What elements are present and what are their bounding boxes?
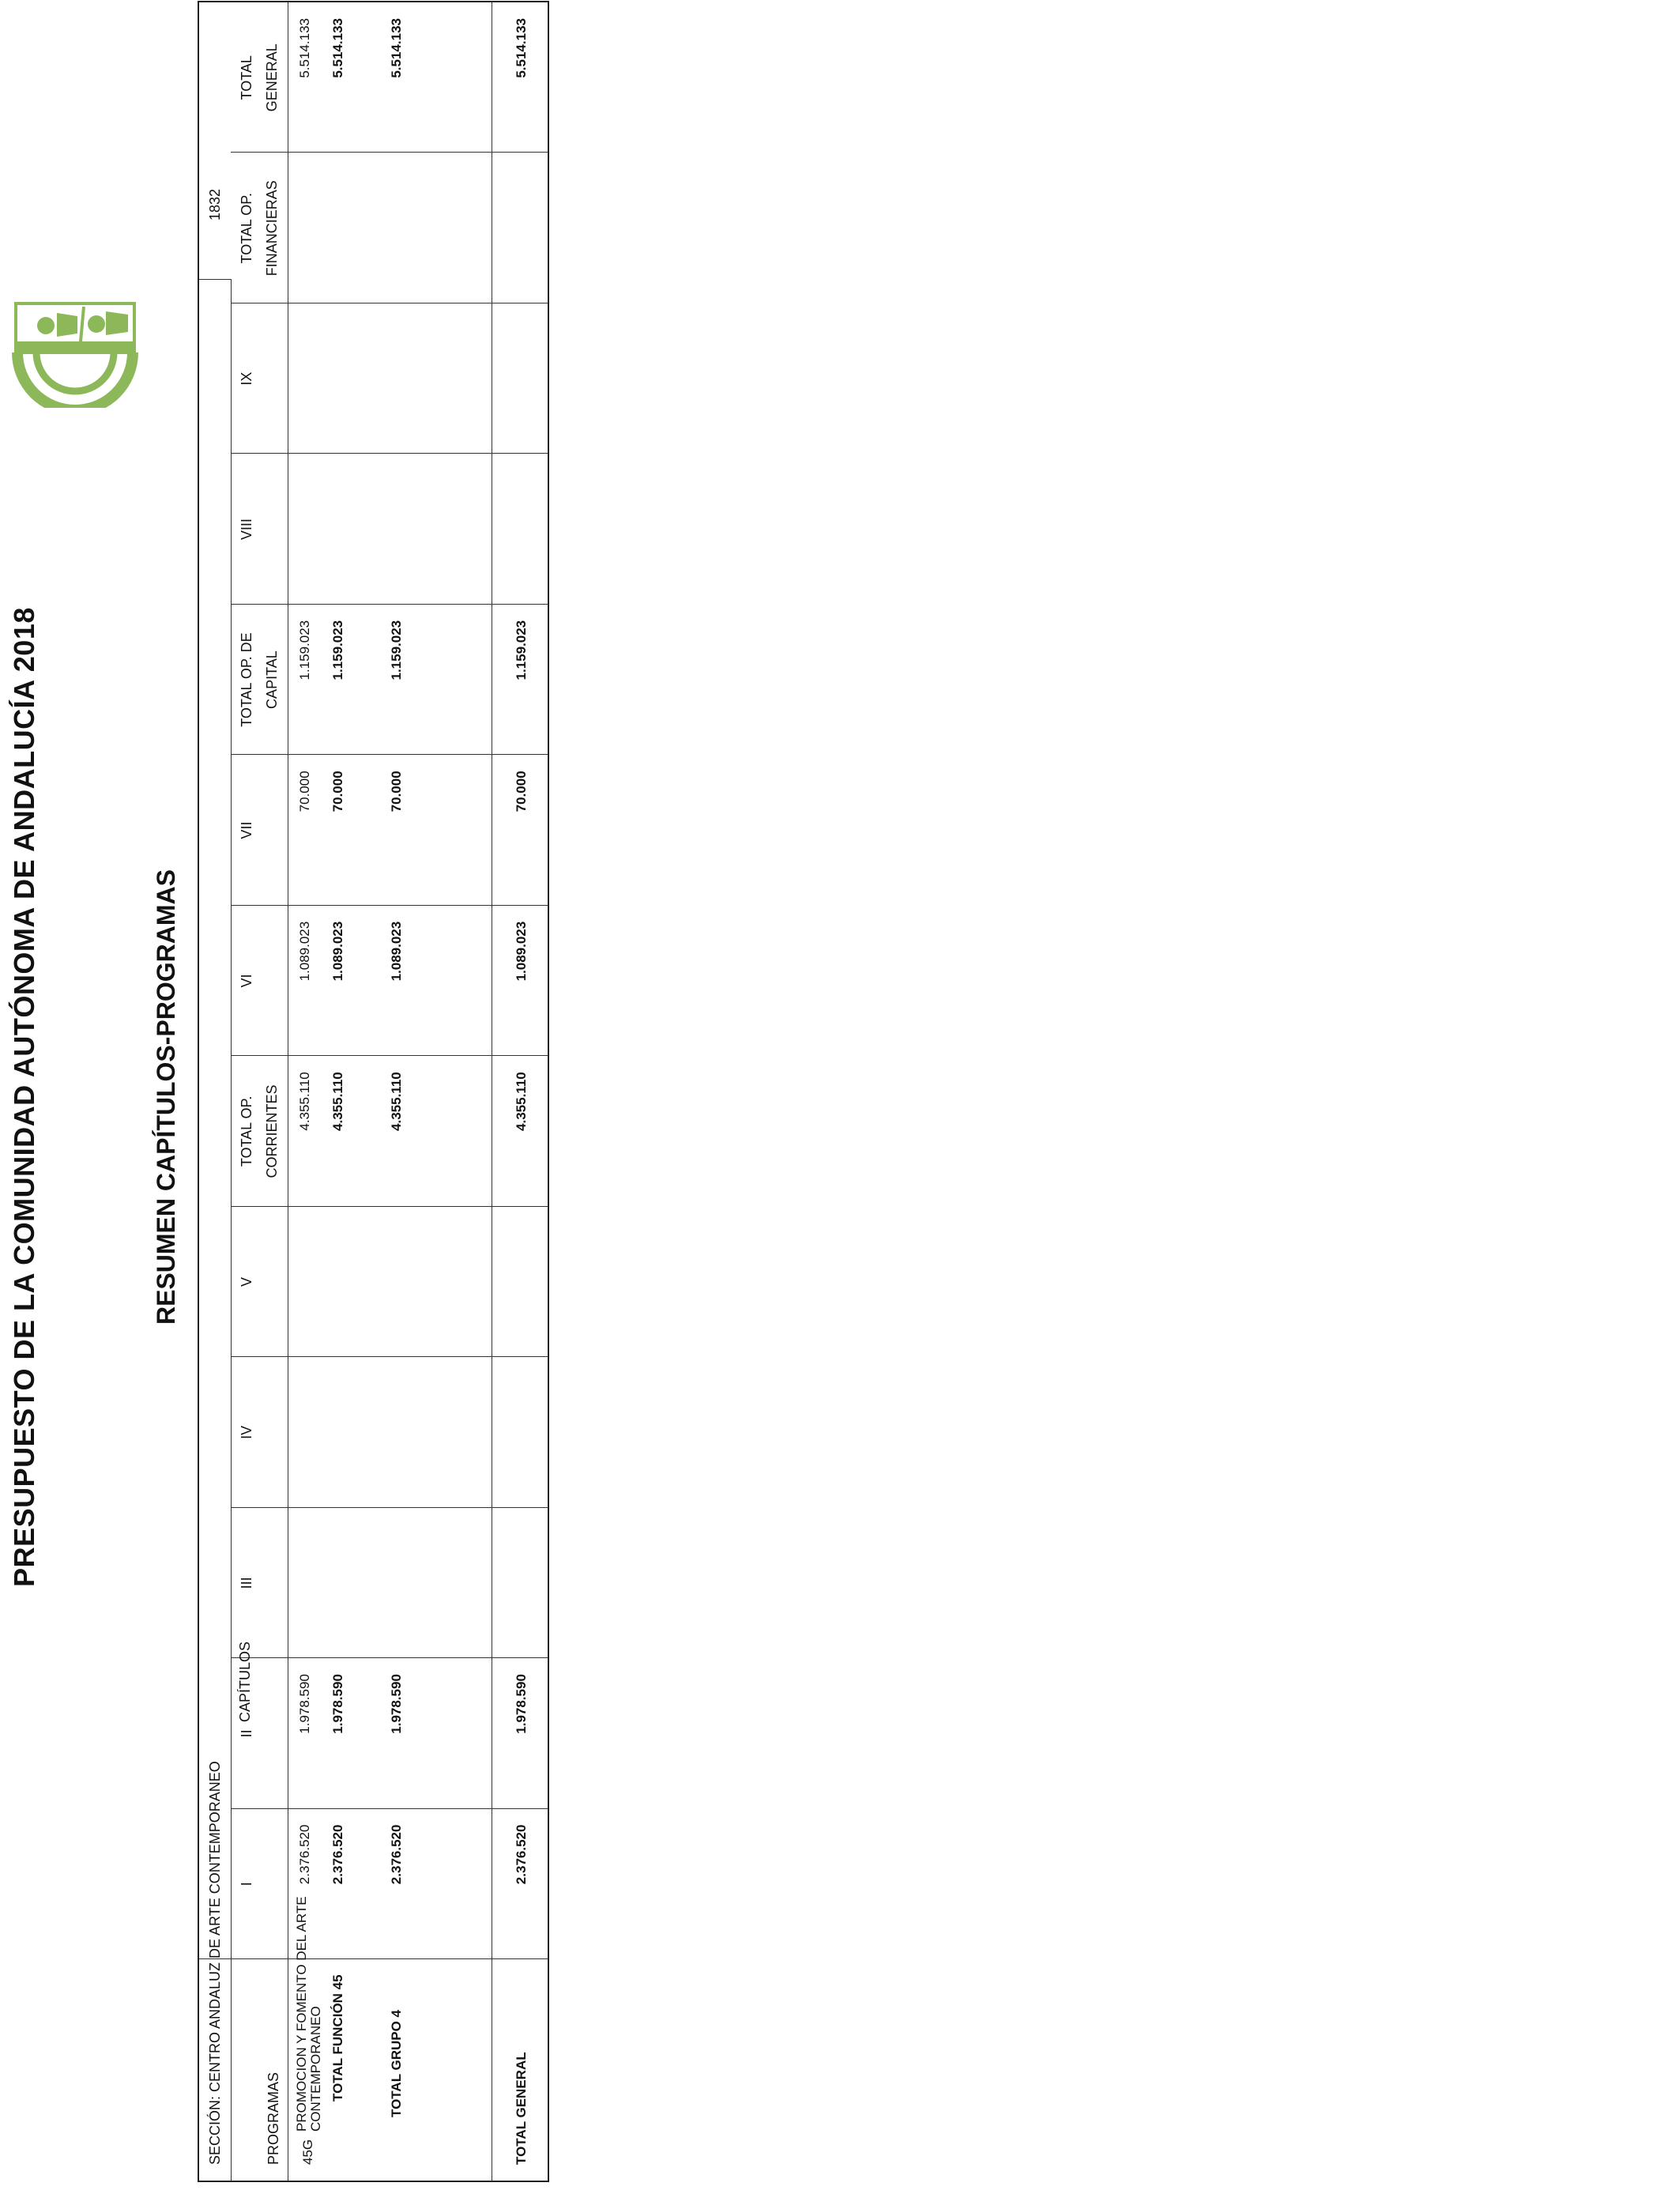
page-subtitle: RESUMEN CAPÍTULOS-PROGRAMAS: [152, 869, 180, 1325]
table-cell: 1.159.023: [330, 620, 345, 680]
column-header: [234, 303, 259, 454]
table-cell: 70.000: [514, 771, 529, 812]
table-cell: 4.355.110: [330, 1072, 345, 1131]
column-header: [234, 906, 259, 1056]
column-header: [234, 755, 259, 905]
row-label-total-grupo: TOTAL GRUPO 4: [389, 2009, 404, 2117]
table-cell: 1.978.590: [389, 1674, 404, 1734]
table-cell: 70.000: [297, 771, 312, 812]
column-header-line1: V: [239, 1276, 254, 1287]
column-header: [234, 1658, 259, 1808]
column-header-line1: III: [239, 1577, 254, 1589]
table-cell: 2.376.520: [389, 1824, 404, 1885]
row-label-line2: CONTEMPORANEO: [308, 2006, 323, 2132]
column-header-line2: GENERAL: [264, 43, 280, 112]
column-header-line1: II: [239, 1729, 254, 1738]
table-cell: 1.159.023: [514, 620, 529, 680]
table-cell: 4.355.110: [297, 1072, 312, 1131]
row-code: 45G: [300, 2139, 315, 2165]
table-cell: 4.355.110: [389, 1072, 404, 1131]
table-cell: 1.089.023: [297, 921, 312, 982]
table-cell: 70.000: [389, 771, 404, 812]
column-header: [234, 605, 284, 755]
column-header: [234, 1207, 259, 1357]
table-cell: 2.376.520: [297, 1824, 312, 1885]
table-cell: 1.978.590: [514, 1674, 529, 1734]
column-header: [234, 2, 284, 153]
table-cell: 2.376.520: [514, 1824, 529, 1885]
column-header-line1: TOTAL OP.: [239, 1095, 254, 1167]
table-cell: 5.514.133: [330, 18, 345, 78]
table-cell: 1.978.590: [330, 1674, 345, 1734]
junta-andalucia-logo-icon: [8, 297, 142, 408]
column-header: [234, 1508, 259, 1658]
table-cell: 1.089.023: [330, 921, 345, 982]
table-cell: 5.514.133: [389, 18, 404, 78]
column-header-line2: CORRIENTES: [264, 1084, 280, 1178]
page-title: PRESUPUESTO DE LA COMUNIDAD AUTÓNOMA DE ANDALUCÍA 2018: [8, 607, 40, 1587]
capitulos-label: CAPÍTULOS: [237, 1641, 253, 1722]
column-header-line2: CAPITAL: [264, 650, 280, 709]
column-header-line1: VII: [239, 821, 254, 839]
table-cell: 2.376.520: [330, 1824, 345, 1885]
row-label-total-funcion: TOTAL FUNCIÓN 45: [330, 1974, 345, 2102]
column-header-line1: VI: [239, 974, 254, 988]
table-cell: 1.089.023: [389, 921, 404, 982]
page-number: 1832: [207, 188, 223, 221]
table-cell: 70.000: [330, 771, 345, 812]
column-header-line1: VIII: [239, 518, 254, 541]
table-cell: 5.514.133: [297, 18, 312, 78]
column-header: [234, 1056, 284, 1206]
column-header: [234, 1809, 259, 1959]
table-cell: 4.355.110: [514, 1072, 529, 1131]
table-cell: 1.159.023: [297, 620, 312, 680]
table-cell: 5.514.133: [514, 18, 529, 78]
column-header: [234, 454, 259, 604]
column-header: [234, 153, 284, 303]
row-label: PROMOCION Y FOMENTO DEL ARTE: [294, 1896, 309, 2132]
row-label-total-general: TOTAL GENERAL: [514, 2052, 529, 2165]
table-cell: 1.089.023: [514, 921, 529, 982]
column-header: [234, 1357, 259, 1507]
programas-label: PROGRAMAS: [266, 2071, 281, 2165]
table-cell: 1.159.023: [389, 620, 404, 680]
column-header-line1: IV: [239, 1425, 254, 1439]
column-header-line1: IX: [239, 371, 254, 386]
column-header-line1: TOTAL OP. DE: [239, 632, 254, 727]
budget-table: [198, 1, 549, 2182]
seccion-label: SECCIÓN: CENTRO ANDALUZ DE ARTE CONTEMPORANEO: [207, 1761, 223, 2165]
column-header-line1: TOTAL: [239, 55, 254, 100]
column-header-line1: I: [239, 1882, 254, 1887]
table-cell: 1.978.590: [297, 1674, 312, 1734]
column-header-line2: FINANCIERAS: [264, 180, 280, 277]
column-header-line1: TOTAL OP.: [239, 193, 254, 264]
